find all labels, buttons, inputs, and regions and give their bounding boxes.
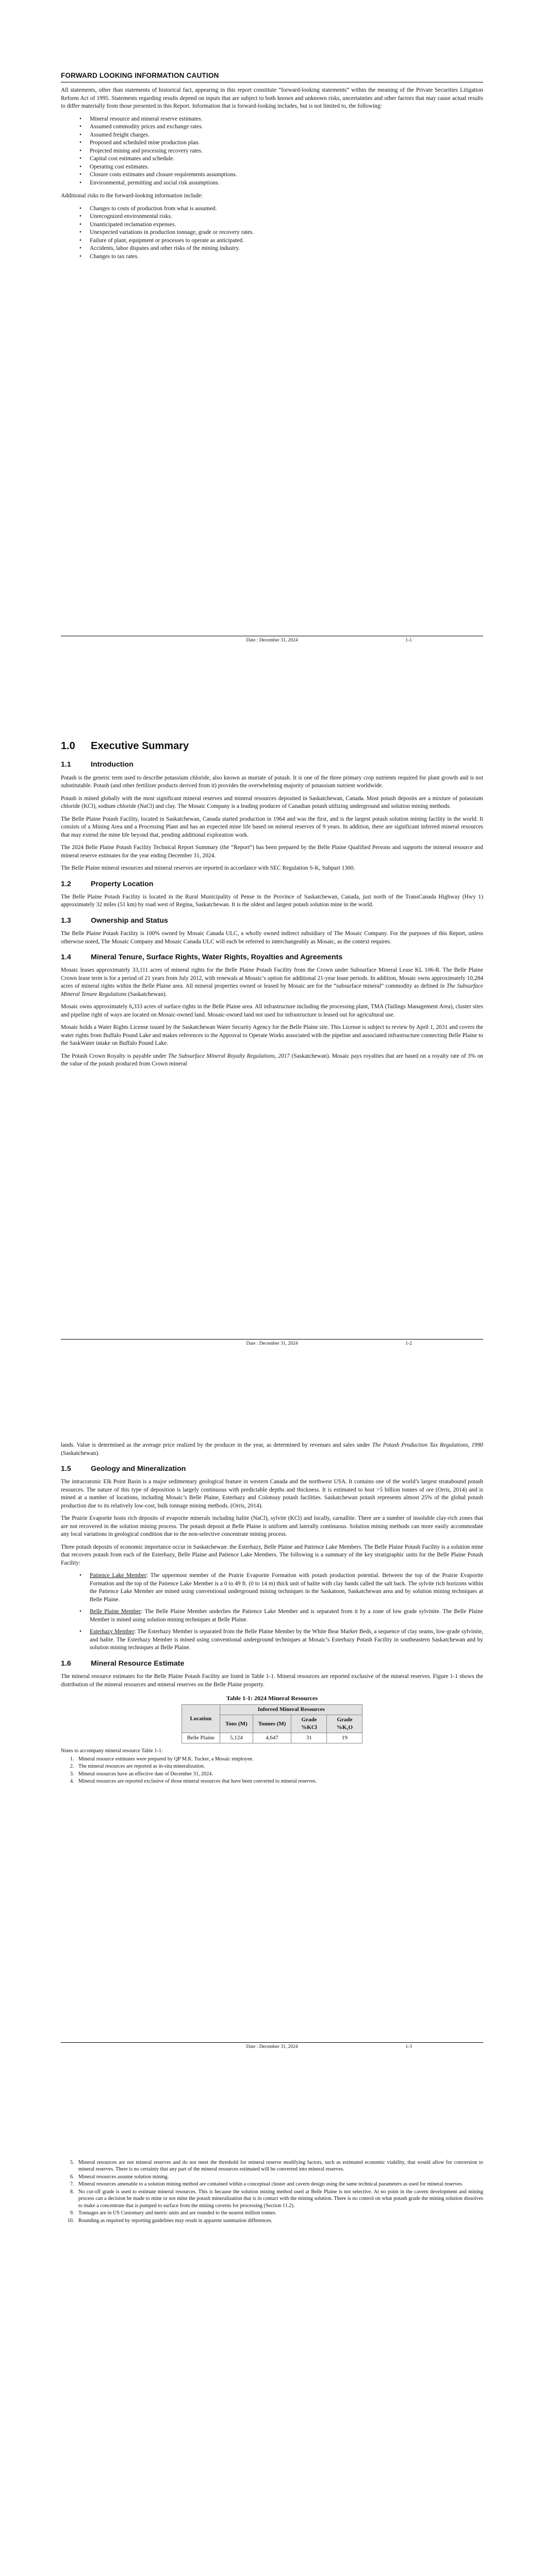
list-item: • Proposed and scheduled mine production plan. xyxy=(90,139,483,147)
subsection-heading xyxy=(61,953,483,962)
paragraph: The 2024 Belle Plaine Potash Facility Technical Report Summary (the “Report”) has been prepared by the Belle Plaine Qualified Persons and supports the mineral resource and mineral reserve estimates for the year ending December 31, 2024. xyxy=(61,844,483,859)
paragraph: Potash is the generic term used to describe potassium chloride, also known as muriate of potash. It is one of the three primary crop nutrients required for plant growth and is not substitutable. Potash (and other fertilizer products derived from it) provides the overwhelming majority of potassium nutrient worldwide. xyxy=(61,774,483,789)
page-1-content xyxy=(61,71,483,266)
subsection-heading xyxy=(61,1464,483,1474)
note-item: 10. Rounding as required by reporting guidelines may result in apparent summation differences. xyxy=(75,2217,483,2224)
paragraph xyxy=(61,1053,483,1069)
list-item: • Unrecognized environmental risks. xyxy=(90,213,483,221)
footer-date: Date : December 31, 2024 xyxy=(246,2044,298,2049)
paragraph: The Belle Plaine Potash Facility is located in the Rural Municipality of Pense in the Province of Saskatchewan, Canada, just north of the TransCanada Highway (Hwy 1) approximately 32 miles (51 km) by road west of Regina, Saskatchewan. It is the oldest and largest potash solution mine in the world. xyxy=(61,893,483,908)
text-run: lands. Value is determined as the average price realized by the producer in the year, as determined by revenues and sales under xyxy=(61,1442,372,1448)
table-row xyxy=(182,1733,362,1743)
subsection-heading xyxy=(61,916,483,926)
table-cell: 4,647 xyxy=(253,1733,291,1743)
page-footer xyxy=(61,636,483,646)
note-item: 4. Mineral resources are reported exclusive of those mineral resources that have been converted to mineral reserves. xyxy=(75,1778,483,1785)
list-item: • Unanticipated reclamation expenses. xyxy=(90,221,483,229)
column-header: Grade %K₂O xyxy=(327,1715,362,1733)
table-caption: Table 1-1: 2024 Mineral Resources xyxy=(226,1694,318,1702)
list-item: • Assumed commodity prices and exchange rates. xyxy=(90,123,483,131)
table-notes xyxy=(61,1748,483,1785)
page-footer xyxy=(61,1339,483,1349)
list-item: • Capital cost estimates and schedule. xyxy=(90,155,483,163)
subsection-heading xyxy=(61,1659,483,1669)
page-number: 1-1 xyxy=(405,638,412,643)
subsection-heading xyxy=(61,760,483,770)
list-item xyxy=(90,1572,483,1604)
paragraph: The Belle Plaine Potash Facility is 100% owned by Mosaic Canada ULC, a wholly owned indirect subsidiary of The Mosaic Company. For the purposes of this Report, unless otherwise noted, The Mosaic Company and Mosaic Canada ULC will each be referred to interchangeably as Mosaic, as the context requires. xyxy=(61,930,483,945)
mineral-resource-table xyxy=(182,1704,363,1743)
page-number: 1-2 xyxy=(405,1341,412,1346)
column-header: Grade %KCl xyxy=(291,1715,327,1733)
footer-date: Date : December 31, 2024 xyxy=(246,1341,298,1346)
document-title: FORWARD LOOKING INFORMATION CAUTION xyxy=(61,71,483,82)
page-2 xyxy=(0,703,544,1406)
subsection-number: 1.1 xyxy=(61,760,71,769)
list-item: • Mineral resource and mineral reserve estimates. xyxy=(90,115,483,124)
column-header: Tons (M) xyxy=(220,1715,253,1733)
paragraph: Potash is mined globally with the most significant mineral reserves and mineral resources deposited in Saskatchewan, Canada. Most potash deposits are a mixture of potassium chloride (KCl), sodium chloride (NaCl) and clay. The Mosaic Company is a leading producer of Canadian potash utilizing underground and solution mining methods. xyxy=(61,795,483,809)
note-item: 8. No cut-off grade is used to estimate mineral resources. This is because the solution mining method used at Belle Plaine is not selective. At no point in the cavern development and mining process can a decision be made to mine or not mine the potash mineralization that is in contact with the mining solution. There is no control on what potash grade the mining solution dissolves to make a concentrate that is pumped to surface from the mining caverns for processing (Section 11.2). xyxy=(75,2189,483,2209)
subsection-number: 1.6 xyxy=(61,1659,71,1668)
note-item: 3. Mineral resources have an effective date of December 31, 2024. xyxy=(75,1771,483,1777)
forward-looking-list xyxy=(61,115,483,188)
subsection-title: Mineral Tenure, Surface Rights, Water Rights, Royalties and Agreements xyxy=(91,953,343,962)
page-2-content xyxy=(61,739,483,1073)
paragraph: Mosaic holds a Water Rights License issued by the Saskatchewan Water Security Agency for the Belle Plaine site. This License is subject to review by April 1, 2031 and covers the water rights from Buffalo Pound Lake and makes references to the Approval to Operate Works associated with the pipeline and associated infrastructure connecting Belle Plaine to the SaskWater intake on Buffalo Pound Lake. xyxy=(61,1024,483,1047)
text-run: The Potash Crown Royalty is payable under xyxy=(61,1053,168,1059)
table-cell: 19 xyxy=(327,1733,362,1743)
paragraph: Three potash deposits of economic importance occur in Saskatchewan: the Esterhazy, Belle Plaine and Patience Lake Members. The Belle Plaine Potash Facility is a solution mine that recovers potash from each of the Esterhazy, Belle Plaine and Patience Lake Members. The following is a summary of the key stratigraphic units for the Belle Plaine Potash Facility: xyxy=(61,1544,483,1566)
list-item: • Closure costs estimates and closure requirements assumptions. xyxy=(90,171,483,179)
subsection-number: 1.3 xyxy=(61,916,71,925)
risk-list xyxy=(61,205,483,261)
section-heading xyxy=(61,739,483,753)
list-item: • Operating cost estimates. xyxy=(90,163,483,172)
notes-title: Notes to accompany mineral resource Table 1-1: xyxy=(61,1748,163,1754)
subsection-number: 1.5 xyxy=(61,1465,71,1473)
table-cell: 31 xyxy=(291,1733,327,1743)
list-item: • Accidents, labor disputes and other risks of the mining industry. xyxy=(90,245,483,253)
regulation-title: The Subsurface Mineral Tenure Regulations xyxy=(61,983,483,997)
list-item: • Changes to tax rates. xyxy=(90,253,483,261)
list-item: • Projected mining and processing recovery rates. xyxy=(90,147,483,156)
list-item: • Changes to costs of production from what is assumed. xyxy=(90,205,483,213)
list-item: • Assumed freight charges. xyxy=(90,131,483,140)
intro-paragraph: All statements, other than statements of historical fact, appearing in this report constitute “forward-looking statements” within the meaning of the Private Securities Litigation Reform Act of 1995. Statements regarding results depend on inputs that are subject to both known and unknown risks, uncertainties and other factors that may cause actual results to differ materially from those presented in this Report. Information that is forward-looking includes, but is not limited to, the following: xyxy=(61,87,483,110)
subsection-title: Geology and Mineralization xyxy=(91,1465,186,1473)
subsection-number: 1.2 xyxy=(61,879,71,888)
note-item: 9. Tonnages are in US Customary and metric units and are rounded to the nearest million tonnes. xyxy=(75,2210,483,2216)
list-item xyxy=(90,1628,483,1652)
page-1 xyxy=(0,0,544,703)
paragraph: Mosaic owns approximately 6,333 acres of surface rights in the Belle Plaine area. All infrastructure including the processing plant, TMA (Tailings Management Area), cluster sites and pipeline right of ways are located on Mosaic-owned land. Mosaic-owned land not used for infrastructure is leased out for agricultural use. xyxy=(61,1004,483,1018)
list-item: • Failure of plant, equipment or processes to operate as anticipated. xyxy=(90,237,483,245)
text-run: Mosaic leases approximately 33,111 acres of mineral rights for the Belle Plaine Potash Facility from the Crown under Subsurface Mineral Lease KL 106-R. The Belle Plaine Crown lease term is for a period of 21 years from July 2012, with renewals at Mosaic’s option for additional 21-year lease periods. In addition, Mosaic owns approximately 10,284 acres of mineral rights within the Belle Plaine area. All mineral properties owned or leased by Mosaic are for the “subsurface mineral” commodity as defined in xyxy=(61,967,483,990)
subsection-number: 1.4 xyxy=(61,953,71,962)
regulation-title: The Potash Production Tax Regulations, 1990 xyxy=(372,1442,483,1448)
column-header: Location xyxy=(182,1705,220,1733)
subsection-title: Introduction xyxy=(91,760,134,769)
column-header: Tonnes (M) xyxy=(253,1715,291,1733)
note-item: 5. Mineral resources are not mineral reserves and do not meet the threshold for mineral reserve modifying factors, such as estimated economic viability, that would allow for conversion to mineral reserves. There is no certainty that any part of the mineral resources estimated will be converted into mineral reserves. xyxy=(75,2159,483,2173)
paragraph: The mineral resource estimates for the Belle Plaine Potash Facility are listed in Table 1-1. Mineral resources are reported exclusive of the mineral reserves. Figure 1-1 shows the distribution of the mineral resources and mineral reserves on the Belle Plaine property. xyxy=(61,1673,483,1688)
page-number: 1-3 xyxy=(405,2044,412,2049)
table-cell: 5,124 xyxy=(220,1733,253,1743)
note-item: 7. Mineral resources amenable to a solution mining method are contained within a conceptual cluster and cavern design using the same technical parameters as used for mineral reserves. xyxy=(75,2181,483,2188)
member-list xyxy=(61,1572,483,1652)
section-number: 1.0 xyxy=(61,740,75,752)
list-item xyxy=(90,1608,483,1624)
text-run: (Saskatchewan). xyxy=(61,1450,100,1456)
subsection-title: Property Location xyxy=(91,879,154,888)
subsection-title: Ownership and Status xyxy=(91,916,168,925)
page-3-content xyxy=(61,1442,483,1786)
text-run: (Saskatchewan). xyxy=(126,991,167,997)
member-text: : The Esterhazy Member is separated from the Belle Plaine Member by the White Bear Marker Beds, a sequence of clay seams, low-grade sylvinite, and halite. The Esterhazy Member is mined using conventional underground techniques at Mosaic’s Esterhazy Potash Facility in southeastern Saskatchewan and by solution mining techniques at Belle Plaine. xyxy=(90,1629,483,1651)
paragraph: The Prairie Evaporite hosts rich deposits of evaporite minerals including halite (NaCl), sylvite (KCl) and locally, carnallite. There are a number of insoluble clay-rich zones that are not recovered in the solution mining process. The potash deposit at Belle Plaine is uniform and laterally continuous. Solution mining methods can more easily accommodate any local variations in geological condition due to the non-selective concentrate mining process. xyxy=(61,1515,483,1538)
page-4-content xyxy=(61,2159,483,2225)
paragraph xyxy=(61,1442,483,1458)
list-item: • Unexpected variations in production tonnage, grade or recovery rates. xyxy=(90,229,483,237)
member-name: Patience Lake Member xyxy=(90,1572,146,1579)
member-text: : The uppermost member of the Prairie Evaporite Formation with potash production potential. Between the top of the Prairie Evaporite Formation and the top of the Patience Lake Member is a 0 to 49 ft. (0 to 14 m) thick unit of halite with clay bands called the salt back. The sylvite rich horizons within the Patience Lake Member are mined using conventional underground mining techniques in the Saskatoon, Saskatchewan area and by solution mining techniques at Belle Plaine. xyxy=(90,1572,484,1603)
page-footer xyxy=(61,2042,483,2052)
paragraph: The intracratonic Elk Point Basin is a major sedimentary geological feature in western Canada and the northwest USA. It contains one of the world’s largest stratabound potash resources. The nature of this type of deposition is largely continuous with predictable depths and thickness. It is estimated to host >5 billion tonnes of ore (Orris, 2014) and is mined at a number of locations, including Mosaic’s Belle Plaine, Esterhazy and Colonsay potash facilities. Saskatchewan potash represents almost 25% of the global potash production due to its relatively low-cost, bulk tonnage mining methods. (Orris, 2014). xyxy=(61,1479,483,1509)
page-3 xyxy=(0,1406,544,2110)
footer-date: Date : December 31, 2024 xyxy=(246,638,298,643)
regulation-title: The Subsurface Mineral Royalty Regulations, 2017 xyxy=(168,1053,290,1059)
section-title: Executive Summary xyxy=(91,740,189,752)
note-item: 6. Mineral resources assume solution mining. xyxy=(75,2174,483,2180)
note-item: 2. The mineral resources are reported as in-situ mineralization. xyxy=(75,1763,483,1770)
member-name: Belle Plaine Member xyxy=(90,1608,141,1615)
paragraph xyxy=(61,967,483,998)
paragraph: The Belle Plaine mineral resources and mineral reserves are reported in accordance with SEC Regulation S-K, Subpart 1300. xyxy=(61,865,355,871)
member-name: Esterhazy Member xyxy=(90,1629,135,1635)
list-item: • Environmental, permitting and social risk assumptions. xyxy=(90,179,483,188)
note-item: 1. Mineral resource estimates were prepared by QP M.K. Tucker, a Mosaic employee. xyxy=(75,1756,483,1762)
subsection-title: Mineral Resource Estimate xyxy=(91,1659,185,1668)
subsection-heading xyxy=(61,879,483,889)
table-cell: Belle Plaine xyxy=(182,1733,220,1743)
table-notes-continued xyxy=(61,2159,483,2224)
member-text: : The Belle Plaine Member underlies the Patience Lake Member and is separated from it by a zone of low grade sylvinite. The Belle Plaine Member is mined using solution mining techniques at Belle Plaine. xyxy=(90,1608,483,1623)
group-header: Inferred Mineral Resources xyxy=(220,1705,362,1715)
paragraph: The Belle Plaine Potash Facility, located in Saskatchewan, Canada started production in 1964 and was the first, and is the largest potash solution mining facility in the world. It consists of a Mining Area and a Processing Plant and has an expected mine life based on mineral reserves of 9 years. In addition, there are significant inferred mineral resources that may extend the mine life beyond that, pending additional exploration work. xyxy=(61,816,483,838)
page-4 xyxy=(0,2110,544,2576)
risk-intro: Additional risks to the forward-looking information include: xyxy=(61,193,203,199)
text-run: (Saskatchewan). Mosaic pays royalties that are based on a royalty rate of 3% on the value of the potash produced from Crown mineral xyxy=(61,1053,483,1067)
